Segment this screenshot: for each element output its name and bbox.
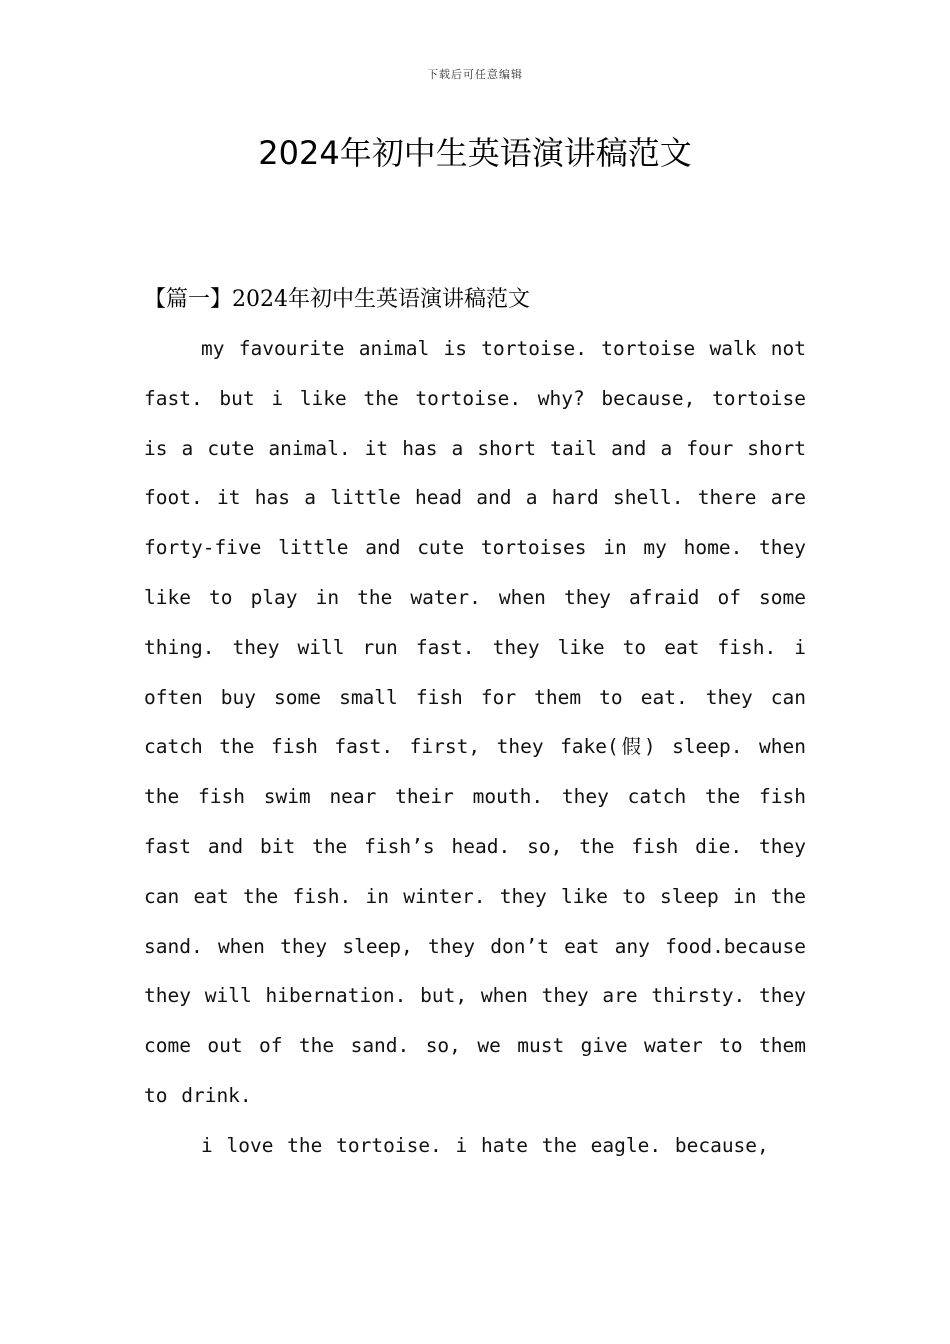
body-paragraph: my favourite animal is tortoise. tortoise walk not fast. but i like the tortoise. why? because, tortoise is a cute animal. it has a short tail and a four short foot. it has a little head and a hard shell. there are forty-five little and cute tortoises in my home. they like to play in the water. when they afraid of some thing. they will run fast. they like to eat fish. i often buy some small fish for them to eat. they can catch the fish fast. first, they fake(假) sleep. when the fish swim near their mouth. they catch the fish fast and bit the fish’s head. so, the fish die. they can eat the fish. in winter. they like to sleep in the sand. when they sleep, they don’t eat any food.because they will hibernation. but, when they are thirsty. they come out of the sand. so, we must give water to them to drink.	[144, 337, 806, 1107]
body-paragraph: i love the tortoise. i hate the eagle. because,	[201, 1133, 769, 1157]
document-title: 2024年初中生英语演讲稿范文	[258, 134, 692, 172]
header-note: 下载后可任意编辑	[427, 68, 523, 81]
document-body	[144, 324, 806, 1171]
section-heading: 【篇一】2024年初中生英语演讲稿范文	[144, 287, 530, 312]
